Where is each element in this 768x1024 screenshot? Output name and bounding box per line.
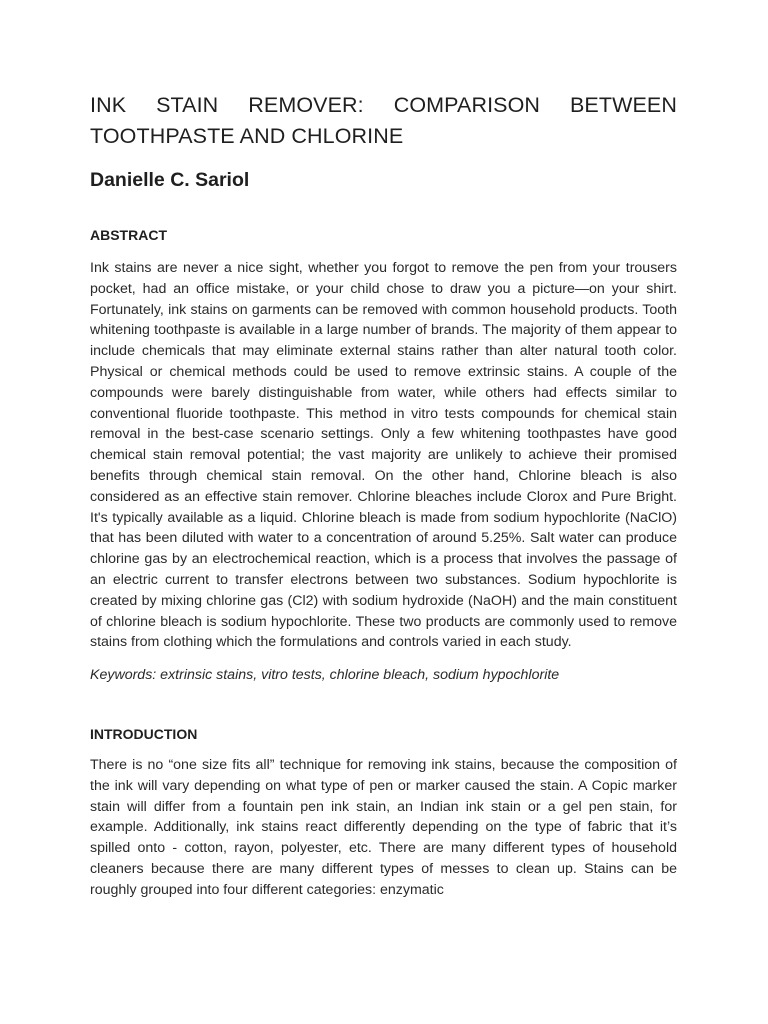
paper-page <box>90 90 677 901</box>
abstract-heading: ABSTRACT <box>90 227 167 243</box>
author-name: Danielle C. Sariol <box>90 169 250 191</box>
abstract-section <box>90 226 677 686</box>
paper-title: INK STAIN REMOVER: COMPARISON BETWEEN TOOTHPASTE AND CHLORINE <box>90 93 677 148</box>
introduction-heading: INTRODUCTION <box>90 725 198 742</box>
introduction-section <box>90 725 677 901</box>
abstract-body: Ink stains are never a nice sight, whether you forgot to remove the pen from your trousers pocket, had an office mistake, or your child chose to draw you a picture—on your shirt. Fortunately, ink stains on garments can be removed with common household products. Tooth whitening toothpaste is available in a large number of brands. The majority of them appear to include chemicals that may eliminate external stains rather than alter natural tooth color. Physical or chemical methods could be used to remove extrinsic stains. A couple of the compounds were barely distinguishable from water, while others had effects similar to conventional fluoride toothpaste. This method in vitro tests compounds for chemical stain removal in the best-case scenario settings. Only a few whitening toothpastes have good chemical stain removal potential; the vast majority are unlikely to achieve their promised benefits through chemical stain removal. On the other hand, Chlorine bleach is also considered as an effective stain remover. Chlorine bleaches include Clorox and Pure Bright. It's typically available as a liquid. Chlorine bleach is made from sodium hypochlorite (NaClO) that has been diluted with water to a concentration of around 5.25%. Salt water can produce chlorine gas by an electrochemical reaction, which is a process that involves the passage of an electric current to transfer electrons between two substances. Sodium hypochlorite is created by mixing chlorine gas (Cl2) with sodium hydroxide (NaOH) and the main constituent of chlorine bleach is sodium hypochlorite. These two products are commonly used to remove stains from clothing which the formulations and controls varied in each study. <box>90 260 677 651</box>
keywords: Keywords: extrinsic stains, vitro tests, chlorine bleach, sodium hypochlorite <box>90 667 560 684</box>
introduction-body: There is no “one size fits all” technique for removing ink stains, because the composition of the ink will vary depending on what type of pen or marker caused the stain. A Copic marker stain will differ from a fountain pen ink stain, an Indian ink stain or a gel pen stain, for example. Additionally, ink stains react differently depending on the type of fabric that it’s spilled onto - cotton, rayon, polyester, etc. There are many different types of household cleaners because there are many different types of messes to clean up. Stains can be roughly grouped into four different categories: enzymatic <box>90 756 677 898</box>
